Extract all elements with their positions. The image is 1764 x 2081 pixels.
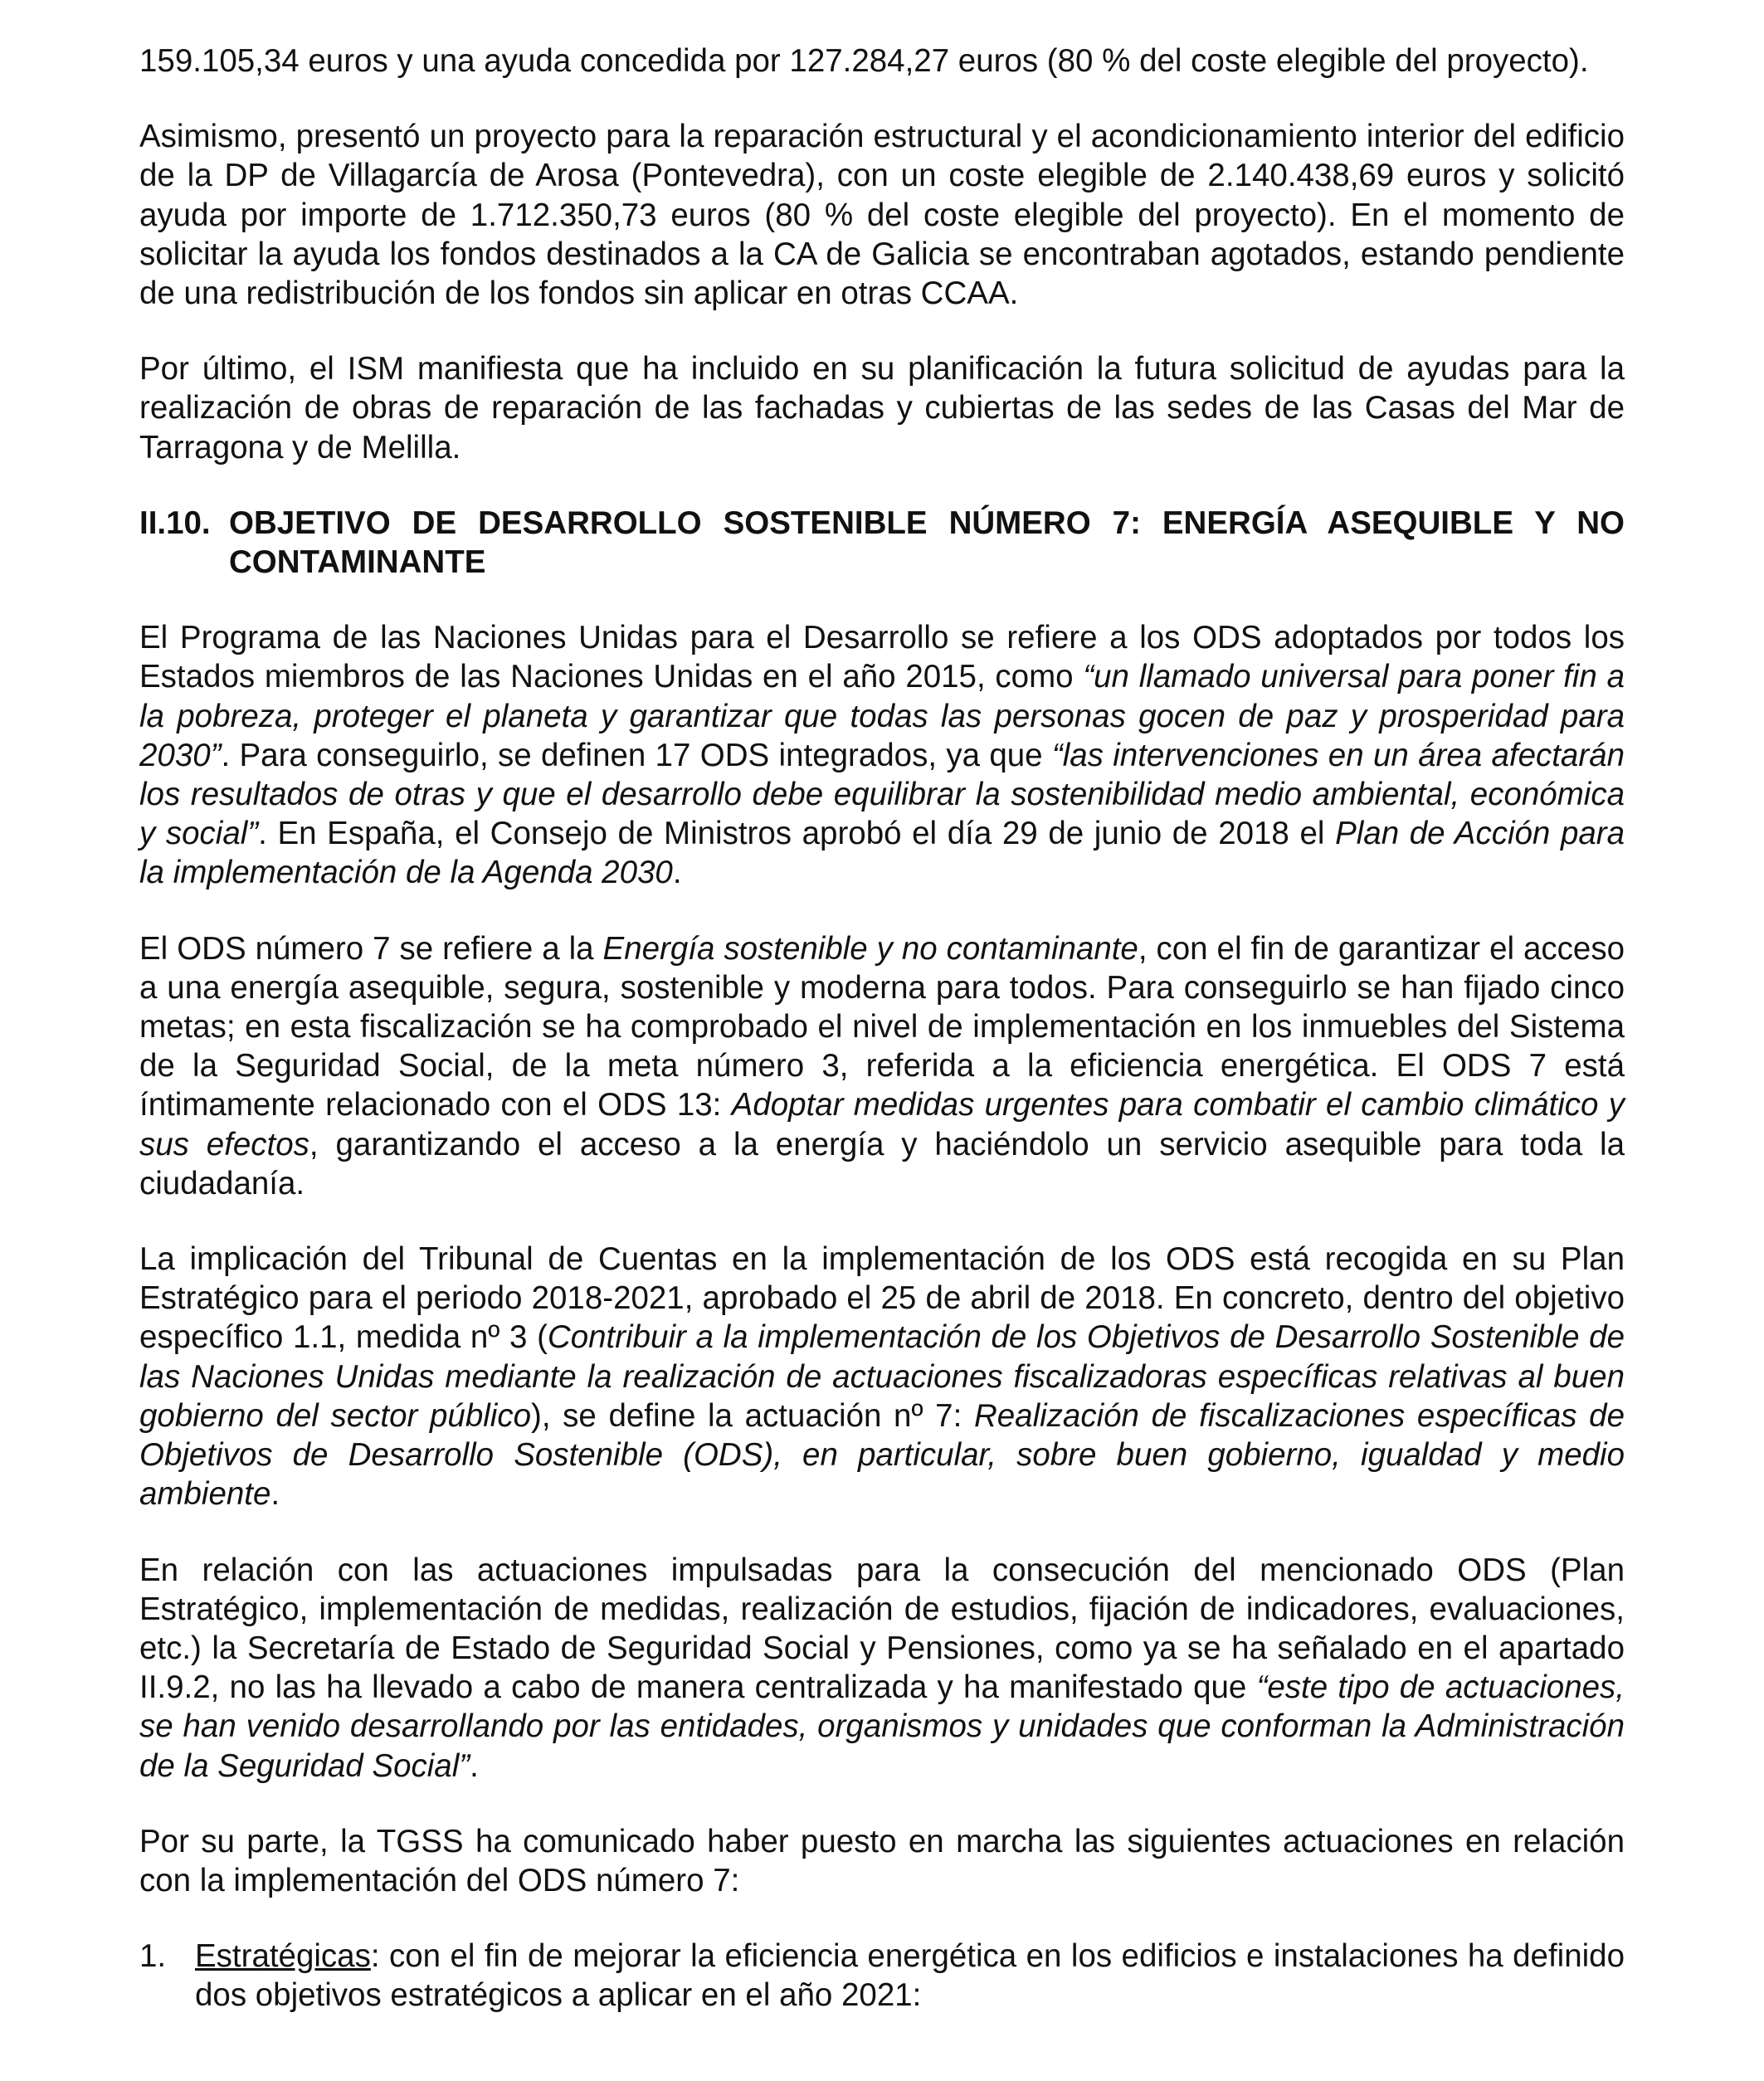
- text-run: . Para conseguirlo, se definen 17 ODS integrados, ya que: [221, 737, 1052, 773]
- paragraph-text: 159.105,34 euros y una ayuda concedida por 127.284,27 euros (80 % del coste elegible del proyecto).: [139, 43, 1589, 79]
- text-run: En relación con las actuaciones impulsadas para la consecución del mencionado ODS (Plan Estratégico, implementación de medidas, realización de estudios, fijación de indicadores, evaluaciones, etc.) la Secretaría de Estado de Seguridad Social y Pensiones, como ya se ha señalado en el apartado II.9.2, no las ha llevado a cabo de manera centralizada y ha manifestado que: [139, 1552, 1625, 1706]
- text-run: , con el fin de garantizar el acceso a una energía asequible, segura, sostenible y moderna para todos. Para conseguirlo se han fijado cinco metas; en esta fiscalización se ha comprobado el nivel de implementación en los inmuebles del Sistema de la Seguridad Social, de la meta número 3, referida a la eficiencia energética. El ODS 7 está íntimamente relacionado con el ODS 13:: [139, 930, 1625, 1123]
- quote-run: “las intervenciones en un área afectarán los resultados de otras y que el desarrollo debe equilibrar la sostenibilidad medio ambiental, económica y social”: [139, 737, 1625, 852]
- emphasis-run: Adoptar medidas urgentes para combatir el cambio climático y sus efectos: [139, 1087, 1625, 1162]
- section-title: OBJETIVO DE DESARROLLO SOSTENIBLE NÚMERO 7: ENERGÍA ASEQUIBLE Y NO CONTAMINANTE: [229, 504, 1625, 581]
- paragraph-text: Por su parte, la TGSS ha comunicado haber puesto en marcha las siguientes actuaciones en relación con la implementación del ODS número 7:: [139, 1823, 1625, 1898]
- text-run: : con el fin de mejorar la eficiencia energética en los edificios e instalaciones ha definido dos objetivos estratégicos a aplicar en el año 2021:: [195, 1938, 1625, 2014]
- list-number: 1.: [139, 1938, 167, 1975]
- text-run: . En España, el Consejo de Ministros aprobó el día 29 de junio de 2018 el: [258, 816, 1336, 852]
- text-run: .: [270, 1476, 280, 1513]
- paragraph-ayuda-concedida: [139, 41, 1625, 80]
- list-label: Estratégicas: [195, 1938, 371, 1975]
- paragraph-secretaria-estado: [139, 1551, 1625, 1786]
- paragraph-text: Asimismo, presentó un proyecto para la reparación estructural y el acondicionamiento interior del edificio de la DP de Villagarcía de Arosa (Pontevedra), con un coste elegible de 2.140.438,69 euros y solicitó ayuda por importe de 1.712.350,73 euros (80 % del coste elegible del proyecto). En el momento de solicitar la ayuda los fondos destinados a la CA de Galicia se encontraban agotados, estando pendiente de una redistribución de los fondos sin aplicar en otras CCAA.: [139, 119, 1625, 312]
- emphasis-run: Energía sostenible y no contaminante: [602, 930, 1138, 967]
- paragraph-ism-planificacion: [139, 349, 1625, 467]
- paragraph-villagarcia: [139, 117, 1625, 313]
- quote-run: “este tipo de actuaciones, se han venido desarrollando por las entidades, organismos y unidades que conforman la Administración de la Seguridad Social”: [139, 1669, 1625, 1784]
- paragraph-pnud: [139, 618, 1625, 892]
- paragraph-tgss: [139, 1822, 1625, 1900]
- section-number: II.10.: [139, 504, 211, 541]
- text-run: .: [672, 855, 682, 891]
- text-run: El Programa de las Naciones Unidas para el Desarrollo se refiere a los ODS adoptados por todos los Estados miembros de las Naciones Unidas en el año 2015, como: [139, 620, 1625, 695]
- quote-run: “un llamado universal para poner fin a la pobreza, proteger el planeta y garantizar que todas las personas gocen de paz y prosperidad para 2030”: [139, 659, 1625, 773]
- text-run: ), se define la actuación nº 7:: [531, 1397, 974, 1434]
- document-page: [139, 41, 1625, 2015]
- text-run: .: [470, 1747, 479, 1784]
- plan-title-run: Plan de Acción para la implementación de la Agenda 2030: [139, 816, 1625, 891]
- list-text: [195, 1937, 1625, 2015]
- emphasis-run: Realización de fiscalizaciones específicas de Objetivos de Desarrollo Sostenible (ODS), en particular, sobre buen gobierno, igualdad y medio ambiente: [139, 1397, 1625, 1513]
- text-run: El ODS número 7 se refiere a la: [139, 930, 603, 967]
- paragraph-text: Por último, el ISM manifiesta que ha incluido en su planificación la futura solicitud de ayudas para la realización de obras de reparación de las fachadas y cubiertas de las sedes de las Casas del Mar de Tarragona y de Melilla.: [139, 351, 1625, 465]
- list-item: [139, 1937, 1625, 2015]
- section-heading: [139, 504, 1625, 582]
- text-run: , garantizando el acceso a la energía y haciéndolo un servicio asequible para toda la ciudadanía.: [139, 1126, 1625, 1201]
- emphasis-run: Contribuir a la implementación de los Objetivos de Desarrollo Sostenible de las Naciones Unidas mediante la realización de actuaciones fiscalizadoras específicas relativas al buen gobierno del sector público: [139, 1319, 1625, 1434]
- text-run: La implicación del Tribunal de Cuentas en la implementación de los ODS está recogida en su Plan Estratégico para el periodo 2018-2021, aprobado el 25 de abril de 2018. En concreto, dentro del objetivo específico 1.1, medida nº 3 (: [139, 1241, 1625, 1356]
- paragraph-tribunal-cuentas: [139, 1240, 1625, 1513]
- paragraph-ods7: [139, 929, 1625, 1203]
